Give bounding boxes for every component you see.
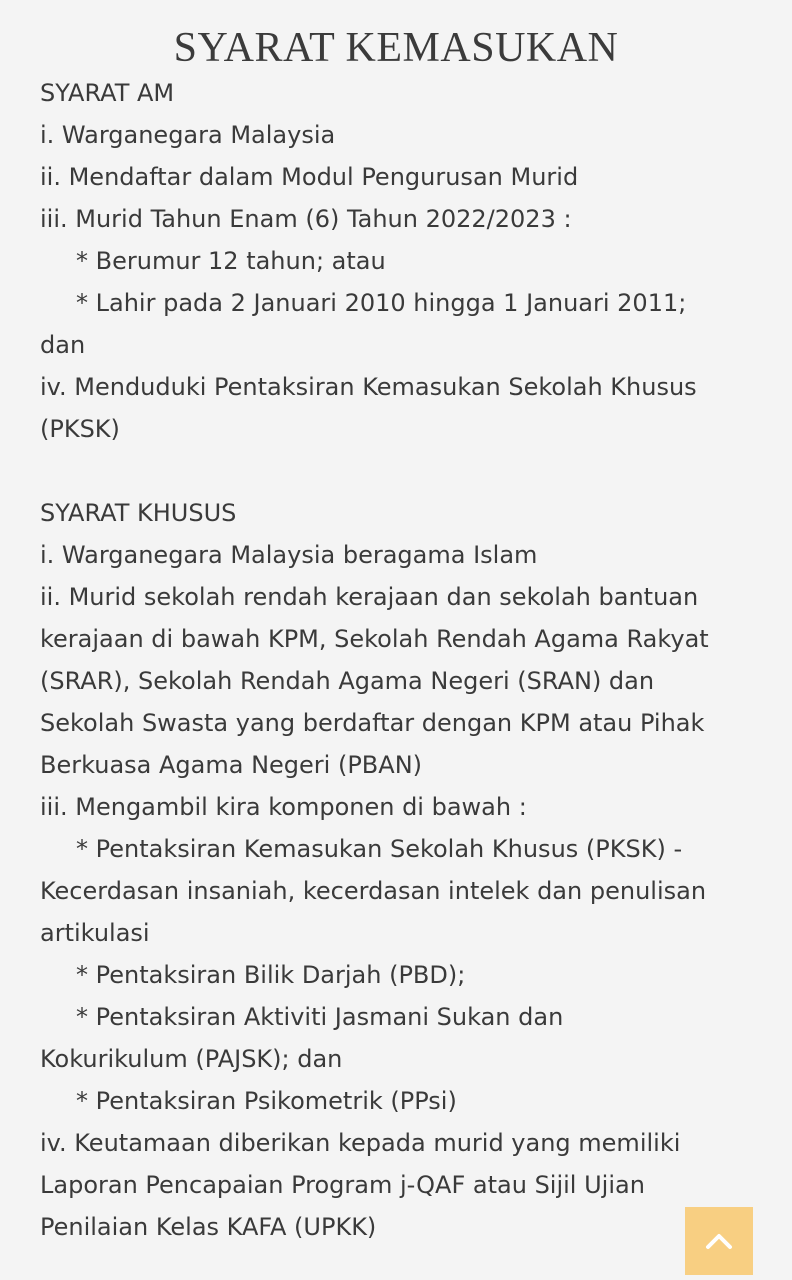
spacer xyxy=(40,450,752,492)
sub-list-item-continuation: dan xyxy=(40,331,86,359)
section-heading-syarat-khusus: SYARAT KHUSUS xyxy=(40,499,237,527)
scroll-to-top-button[interactable] xyxy=(685,1207,753,1275)
list-item-continuation: (PKSK) xyxy=(40,415,120,443)
list-item: iv. Menduduki Pentaksiran Kemasukan Sekolah Khusus xyxy=(40,373,697,401)
list-item: ii. Mendaftar dalam Modul Pengurusan Murid xyxy=(40,163,579,191)
list-item-continuation: (SRAR), Sekolah Rendah Agama Negeri (SRAN) dan xyxy=(40,667,655,695)
sub-list-item: * Berumur 12 tahun; atau xyxy=(76,247,386,275)
chevron-up-icon xyxy=(704,1231,734,1251)
sub-list-item-continuation: artikulasi xyxy=(40,919,150,947)
sub-list-item: * Pentaksiran Kemasukan Sekolah Khusus (PKSK) - xyxy=(76,835,683,863)
list-item-continuation: kerajaan di bawah KPM, Sekolah Rendah Agama Rakyat xyxy=(40,625,709,653)
list-item: ii. Murid sekolah rendah kerajaan dan sekolah bantuan xyxy=(40,583,699,611)
list-item: i. Warganegara Malaysia beragama Islam xyxy=(40,541,538,569)
sub-list-item: * Pentaksiran Psikometrik (PPsi) xyxy=(76,1087,457,1115)
sub-list-item-continuation: Kecerdasan insaniah, kecerdasan intelek dan penulisan xyxy=(40,877,707,905)
sub-list-item-continuation: Kokurikulum (PAJSK); dan xyxy=(40,1045,343,1073)
sub-list-item: * Pentaksiran Bilik Darjah (PBD); xyxy=(76,961,466,989)
list-item-continuation: Penilaian Kelas KAFA (UPKK) xyxy=(40,1213,377,1241)
list-item-continuation: Sekolah Swasta yang berdaftar dengan KPM atau Pihak xyxy=(40,709,705,737)
list-item: iii. Mengambil kira komponen di bawah : xyxy=(40,793,527,821)
requirements-content xyxy=(40,72,752,1248)
list-item: iii. Murid Tahun Enam (6) Tahun 2022/2023 : xyxy=(40,205,572,233)
section-heading-syarat-am: SYARAT AM xyxy=(40,79,175,107)
page-title: SYARAT KEMASUKAN xyxy=(173,25,619,71)
list-item-continuation: Berkuasa Agama Negeri (PBAN) xyxy=(40,751,423,779)
sub-list-item: * Lahir pada 2 Januari 2010 hingga 1 Januari 2011; xyxy=(76,289,687,317)
sub-list-item: * Pentaksiran Aktiviti Jasmani Sukan dan xyxy=(76,1003,564,1031)
list-item-continuation: Laporan Pencapaian Program j-QAF atau Sijil Ujian xyxy=(40,1171,645,1199)
list-item: iv. Keutamaan diberikan kepada murid yang memiliki xyxy=(40,1129,681,1157)
list-item: i. Warganegara Malaysia xyxy=(40,121,336,149)
